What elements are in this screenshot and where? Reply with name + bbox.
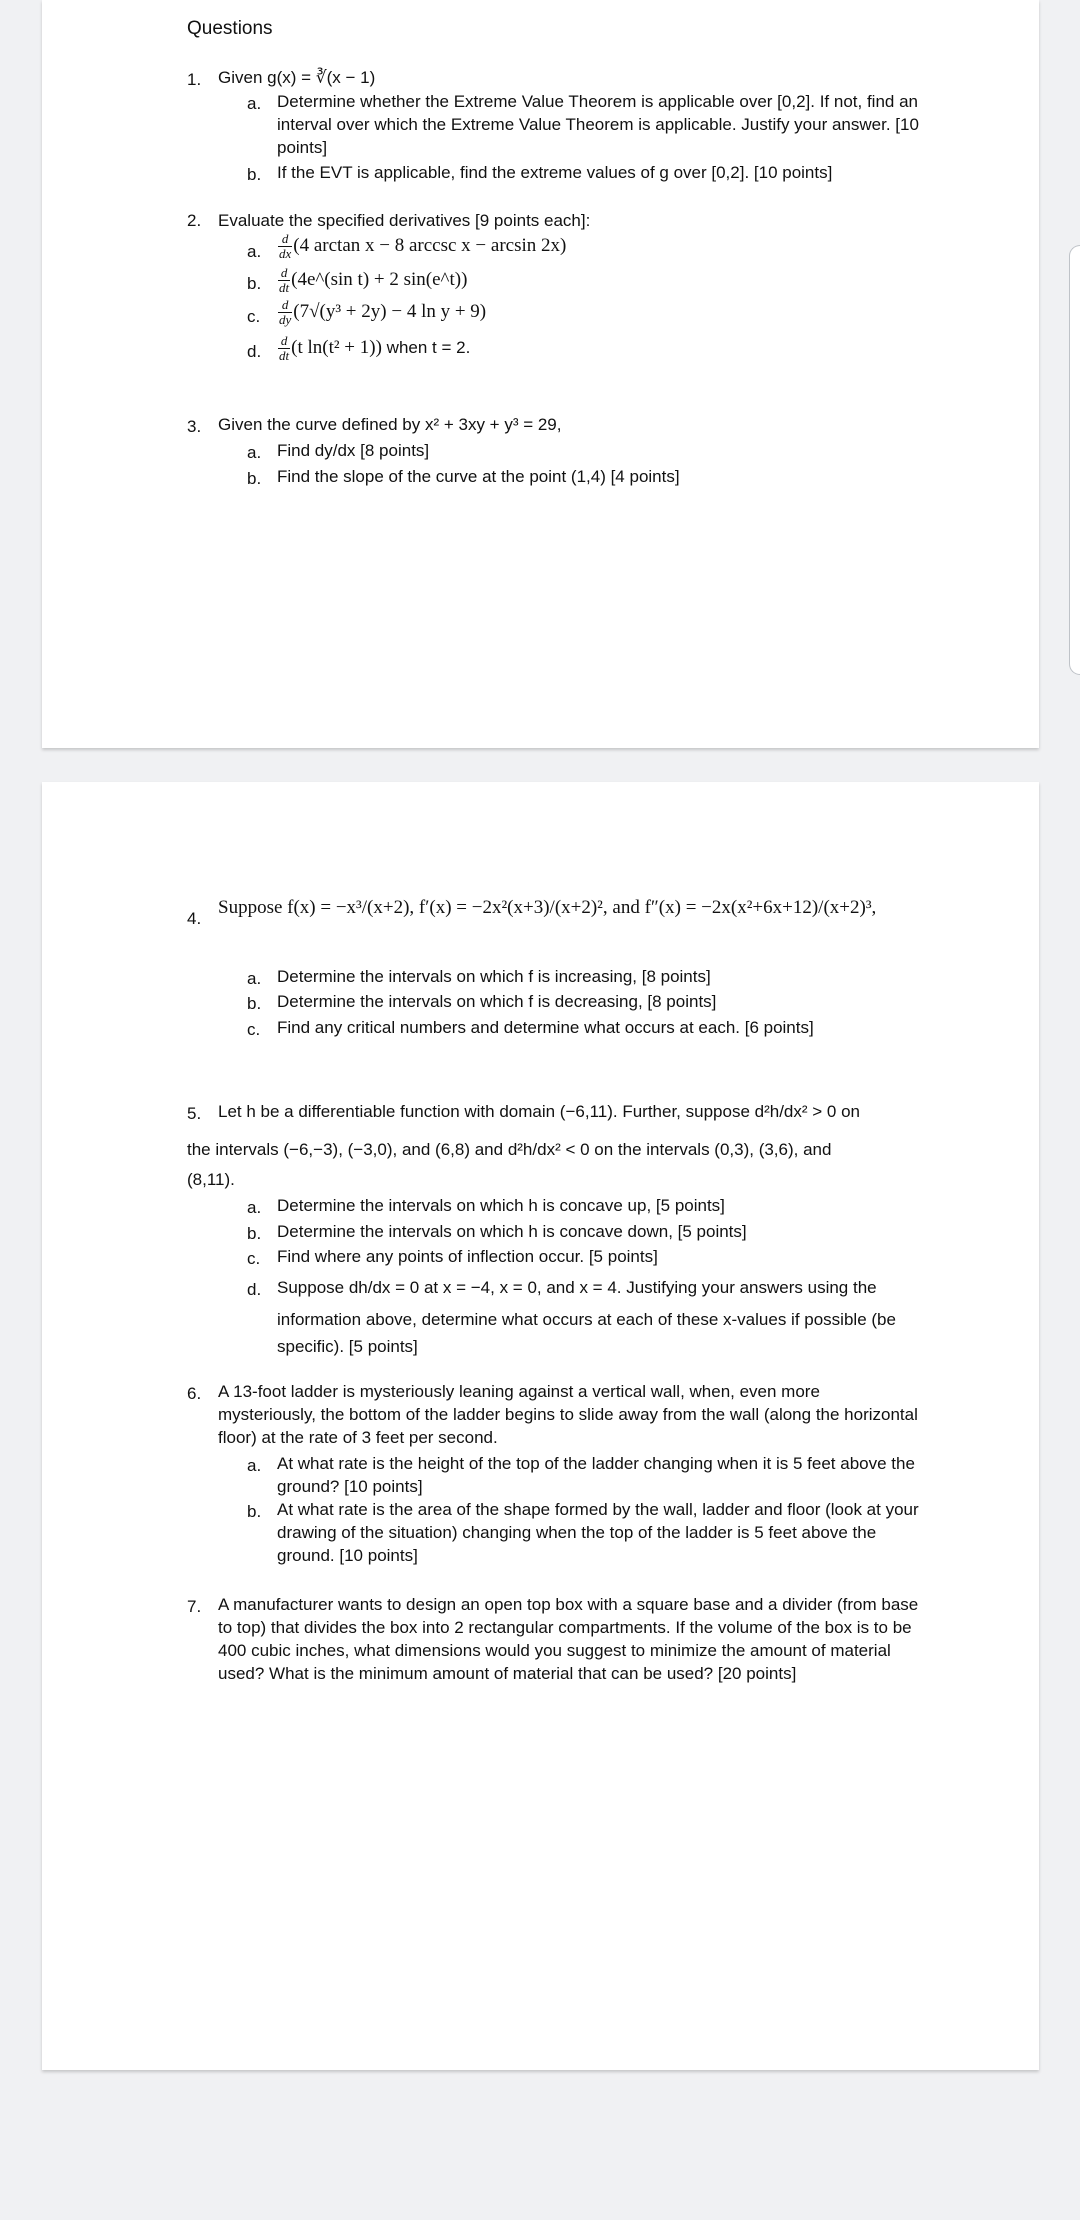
derivative-operator: $\frac{d}{dt}$	[279, 265, 290, 295]
subpart-text: Find dy/dx [8 points]	[277, 441, 430, 460]
derivative-operator: $\frac{d}{dx}$	[279, 231, 292, 261]
derivative-expression: $\frac{d}{dx}$ (4 arctan x − 8 arccsc x − arcsin 2x)	[279, 231, 567, 261]
subpart-letter: a.	[247, 969, 262, 988]
question-number: 7.	[187, 1597, 202, 1616]
question-number: 1.	[187, 70, 202, 89]
subpart-text: Find where any points of inflection occur. [5 points]	[277, 1247, 658, 1266]
subpart-text: Find any critical numbers and determine what occurs at each. [6 points]	[277, 1018, 814, 1037]
subpart-text: Determine whether the Extreme Value Theorem is applicable over [0,2]. If not, find an interval over which the Extreme Value Theorem is applicable. Justify your answer. [10 points]	[277, 92, 919, 157]
question-number: 4.	[187, 909, 202, 928]
subpart-text: Determine the intervals on which f is increasing, [8 points]	[277, 967, 711, 986]
subpart-letter: b.	[247, 469, 262, 488]
question-number: 3.	[187, 417, 202, 436]
side-scroll-tab[interactable]	[1069, 245, 1080, 675]
derivative-expression: $\frac{d}{dt}$ (4e^(sin t) + 2 sin(e^t))	[279, 265, 468, 295]
question-text: Given the curve defined by x² + 3xy + y³ = 29,	[218, 415, 562, 434]
subpart-text: Determine the intervals on which f is decreasing, [8 points]	[277, 992, 717, 1011]
subpart-letter: c.	[247, 307, 261, 326]
subpart-letter: b.	[247, 165, 262, 184]
question-text: A manufacturer wants to design an open top box with a square base and a divider (from base to top) that divides the box into 2 rectangular compartments. If the volume of the box is to be 400 cubic inches, what dimensions would you suggest to minimize the amount of material used? What is the minimum amount of material that can be used? [20 points]	[218, 1595, 919, 1683]
subpart-text: If the EVT is applicable, find the extreme values of g over [0,2]. [10 points]	[277, 163, 833, 182]
derivative-expression: $\frac{d}{dt}$ (t ln(t² + 1)) when t = 2.	[279, 333, 471, 363]
question-number: 5.	[187, 1104, 202, 1123]
subpart-text: Find the slope of the curve at the point (1,4) [4 points]	[277, 467, 680, 486]
subpart-letter: a.	[247, 242, 262, 261]
subpart-text: Determine the intervals on which h is concave up, [5 points]	[277, 1196, 725, 1215]
subpart-letter: a.	[247, 443, 262, 462]
subpart-letter: a.	[247, 94, 262, 113]
question-text: (8,11).	[187, 1170, 235, 1189]
derivative-operator: $\frac{d}{dt}$	[279, 333, 290, 363]
subpart-letter: a.	[247, 1456, 262, 1475]
subpart-letter: d.	[247, 1280, 262, 1299]
question-text: Let h be a differentiable function with domain (−6,11). Further, suppose d²h/dx² > 0 on	[218, 1102, 860, 1121]
subpart-letter: b.	[247, 994, 262, 1013]
question-text: Given g(x) = ∛(x − 1)	[218, 68, 376, 87]
question-text: the intervals (−6,−3), (−3,0), and (6,8) and d²h/dx² < 0 on the intervals (0,3), (3,6), and	[187, 1140, 832, 1159]
question-text: Suppose f(x) = −x³/(x+2), f′(x) = −2x²(x+3)/(x+2)², and f″(x) = −2x(x²+6x+12)/(x+2)³,	[218, 897, 877, 918]
document-page-2	[42, 782, 1039, 2070]
subpart-text: At what rate is the height of the top of the ladder changing when it is 5 feet above the ground? [10 points]	[277, 1454, 915, 1496]
subpart-text: information above, determine what occurs at each of these x-values if possible (be specific). [5 points]	[277, 1310, 896, 1356]
subpart-letter: b.	[247, 1502, 262, 1521]
question-text: Evaluate the specified derivatives [9 points each]:	[218, 211, 591, 230]
subpart-letter: b.	[247, 274, 262, 293]
subpart-letter: d.	[247, 342, 262, 361]
derivative-operator: $\frac{d}{dy}$	[279, 297, 292, 327]
subpart-letter: c.	[247, 1020, 261, 1039]
subpart-text: Determine the intervals on which h is concave down, [5 points]	[277, 1222, 747, 1241]
subpart-text: Suppose dh/dx = 0 at x = −4, x = 0, and x = 4. Justifying your answers using the	[277, 1278, 877, 1297]
subpart-letter: c.	[247, 1249, 261, 1268]
derivative-expression: $\frac{d}{dy}$ (7√(y³ + 2y) − 4 ln y + 9)	[279, 297, 487, 327]
page-title: Questions	[187, 18, 273, 39]
question-number: 2.	[187, 211, 202, 230]
subpart-letter: a.	[247, 1198, 262, 1217]
subpart-letter: b.	[247, 1224, 262, 1243]
subpart-text: At what rate is the area of the shape formed by the wall, ladder and floor (look at your drawing of the situation) changing when the top of the ladder is 5 feet above the ground. [10 points]	[277, 1500, 919, 1565]
document-page-1	[42, 0, 1039, 748]
question-text: A 13-foot ladder is mysteriously leaning against a vertical wall, when, even more mysteriously, the bottom of the ladder begins to slide away from the wall (along the horizontal floor) at the rate of 3 feet per second.	[218, 1382, 918, 1447]
question-number: 6.	[187, 1384, 202, 1403]
